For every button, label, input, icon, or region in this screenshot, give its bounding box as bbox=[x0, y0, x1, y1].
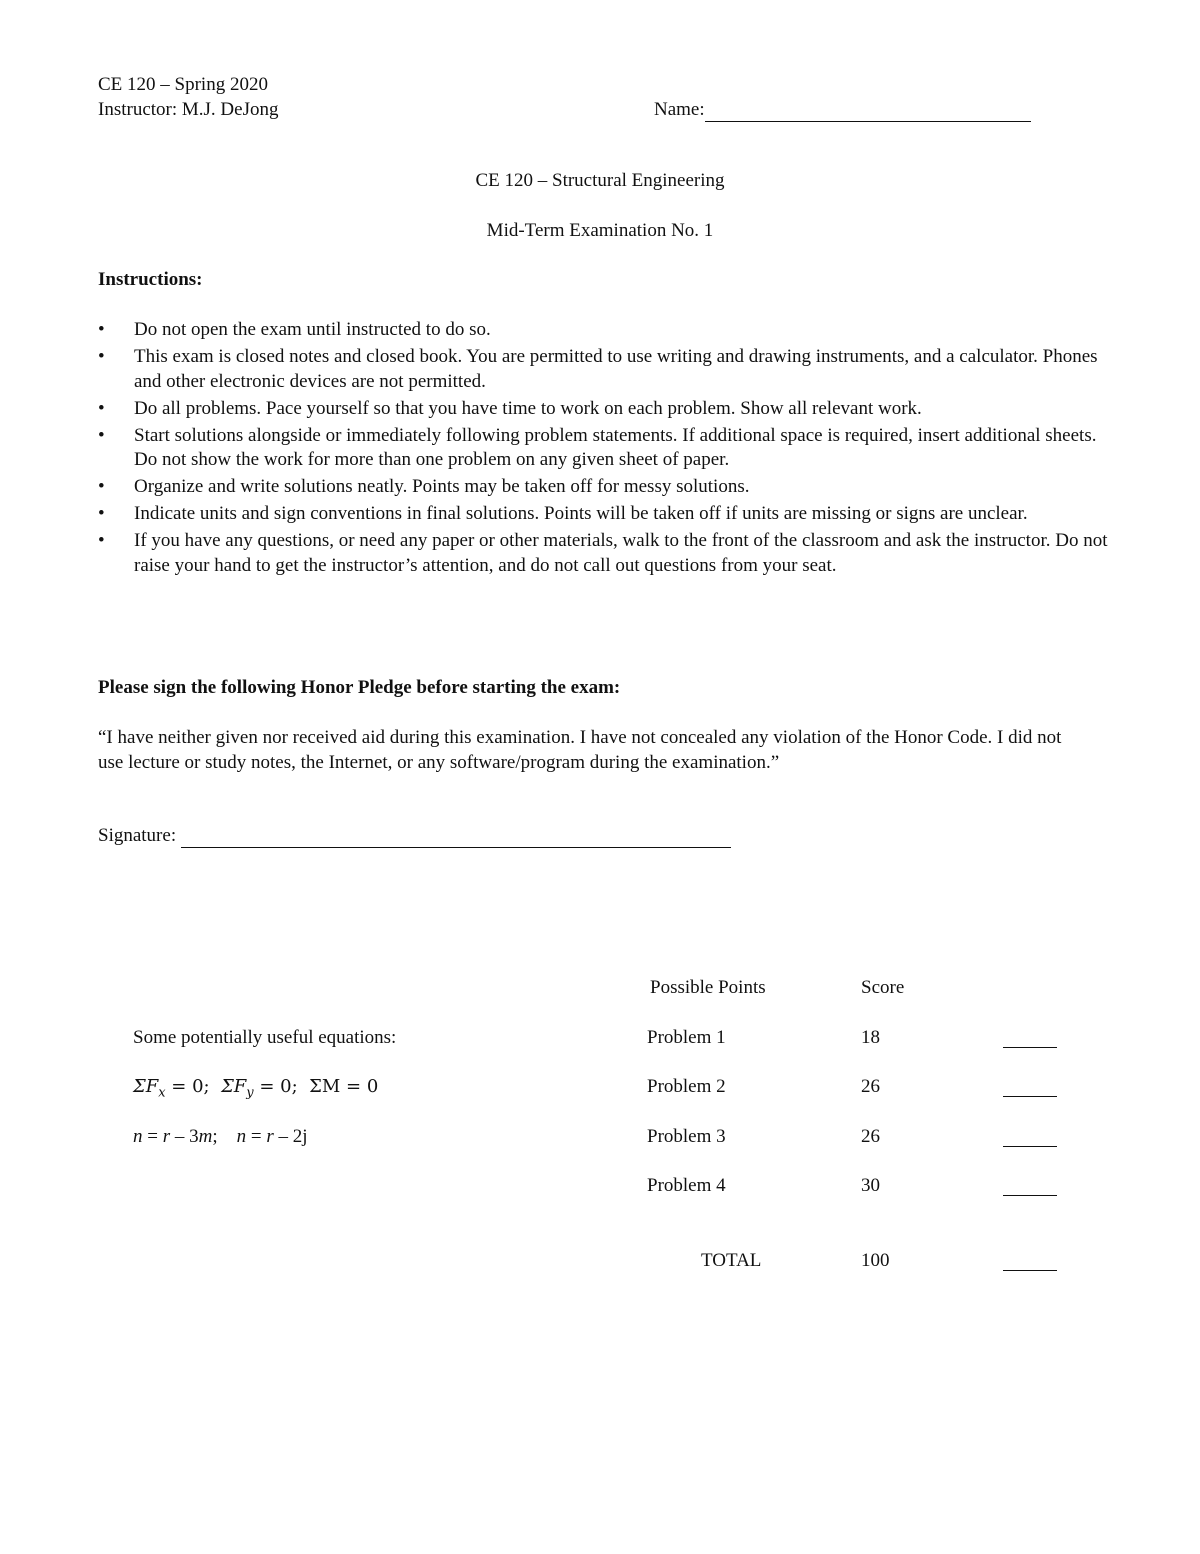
instruction-item bbox=[98, 318, 1108, 343]
bullet-icon: • bbox=[98, 503, 105, 524]
bullet-icon: • bbox=[98, 530, 105, 551]
eq-rest-2: = 0; bbox=[253, 1076, 310, 1097]
instructions-heading: Instructions: bbox=[98, 269, 203, 290]
course-term: CE 120 – Spring 2020 bbox=[98, 74, 268, 95]
instruction-text: If you have any questions, or need any paper or other materials, walk to the front of the classroom and ask the instructor. Do not raise your hand to get the instructor’s attention, and do not call out questions from your seat. bbox=[134, 530, 1108, 576]
instruction-item bbox=[98, 345, 1108, 394]
exam-title: Mid-Term Examination No. 1 bbox=[486, 220, 714, 241]
problem-4-points: 30 bbox=[861, 1175, 880, 1196]
course-title: CE 120 – Structural Engineering bbox=[475, 170, 725, 191]
eq-minus-3: – 3 bbox=[170, 1126, 199, 1147]
instruction-text: This exam is closed notes and closed book. You are permitted to use writing and drawing instruments, and a calculator. Phones and other electronic devices are not permitted. bbox=[134, 346, 1098, 392]
problem-2-label: Problem 2 bbox=[647, 1076, 726, 1097]
total-label: TOTAL bbox=[701, 1250, 762, 1271]
eq-equals-1: = bbox=[142, 1126, 163, 1147]
eq-separator: ; bbox=[212, 1126, 237, 1147]
instruction-item bbox=[98, 502, 1108, 527]
problem-4-label: Problem 4 bbox=[647, 1175, 726, 1196]
equilibrium-equations bbox=[133, 1076, 378, 1101]
eq-rest-1: = 0; bbox=[165, 1076, 222, 1097]
problem-1-points: 18 bbox=[861, 1027, 880, 1048]
instruction-text: Do not open the exam until instructed to do so. bbox=[134, 319, 491, 340]
pledge-text: “I have neither given nor received aid during this examination. I have not concealed any violation of the Honor Code. I did not use lecture or study notes, the Internet, or any software/program during the examination.” bbox=[98, 727, 1062, 773]
problem-4-score-blank[interactable] bbox=[1003, 1195, 1057, 1196]
indeterminacy-equations bbox=[133, 1126, 308, 1148]
bullet-icon: • bbox=[98, 346, 105, 367]
score-header: Score bbox=[861, 977, 905, 998]
instruction-text: Organize and write solutions neatly. Points may be taken off for messy solutions. bbox=[134, 476, 750, 497]
name-label: Name: bbox=[654, 99, 705, 120]
instruction-item bbox=[98, 424, 1108, 473]
eq-n-1: n bbox=[133, 1126, 143, 1147]
instruction-item bbox=[98, 529, 1108, 578]
problem-1-label: Problem 1 bbox=[647, 1027, 726, 1048]
instructor-name: Instructor: M.J. DeJong bbox=[98, 99, 279, 120]
bullet-icon: • bbox=[98, 319, 105, 340]
pledge-heading: Please sign the following Honor Pledge before starting the exam: bbox=[98, 677, 621, 698]
instruction-item bbox=[98, 397, 1108, 422]
eq-r-1: r bbox=[162, 1126, 171, 1147]
name-line[interactable] bbox=[705, 99, 1031, 122]
eq-sub-x: x bbox=[158, 1085, 166, 1101]
name-field[interactable] bbox=[654, 99, 1031, 122]
signature-label: Signature: bbox=[98, 825, 177, 846]
eq-sum-m: ΣM = 0 bbox=[309, 1076, 379, 1097]
eq-sum-fy: ΣF bbox=[221, 1076, 247, 1097]
possible-points-header: Possible Points bbox=[650, 977, 766, 998]
instruction-text: Start solutions alongside or immediately following problem statements. If additional space is required, insert additional sheets. Do not show the work for more than one problem on any given sheet of paper. bbox=[134, 424, 1097, 470]
total-points: 100 bbox=[861, 1250, 890, 1271]
problem-3-score-blank[interactable] bbox=[1003, 1146, 1057, 1147]
eq-m: m bbox=[198, 1126, 213, 1147]
instructions-list bbox=[98, 318, 1108, 581]
eq-sub-y: y bbox=[246, 1085, 254, 1101]
eq-n-2: n bbox=[236, 1126, 247, 1147]
signature-line[interactable] bbox=[181, 825, 731, 848]
eq-r-2: r bbox=[266, 1126, 274, 1147]
problem-2-points: 26 bbox=[861, 1076, 880, 1097]
bullet-icon: • bbox=[98, 476, 105, 497]
problem-3-label: Problem 3 bbox=[647, 1126, 726, 1147]
bullet-icon: • bbox=[98, 397, 105, 419]
problem-3-points: 26 bbox=[861, 1126, 880, 1147]
instruction-text: Indicate units and sign conventions in final solutions. Points will be taken off if units are missing or signs are unclear. bbox=[134, 503, 1028, 524]
equations-label: Some potentially useful equations: bbox=[133, 1027, 397, 1048]
problem-2-score-blank[interactable] bbox=[1003, 1096, 1057, 1097]
eq-sum-fx: ΣF bbox=[133, 1076, 159, 1097]
instruction-item bbox=[98, 475, 1108, 500]
instruction-text: Do all problems. Pace yourself so that you have time to work on each problem. Show all relevant work. bbox=[134, 397, 922, 419]
total-score-blank[interactable] bbox=[1003, 1270, 1057, 1271]
eq-minus-2j: – 2j bbox=[273, 1126, 308, 1147]
problem-1-score-blank[interactable] bbox=[1003, 1047, 1057, 1048]
eq-equals-2: = bbox=[246, 1126, 267, 1147]
signature-field[interactable] bbox=[98, 825, 731, 848]
bullet-icon: • bbox=[98, 424, 105, 446]
